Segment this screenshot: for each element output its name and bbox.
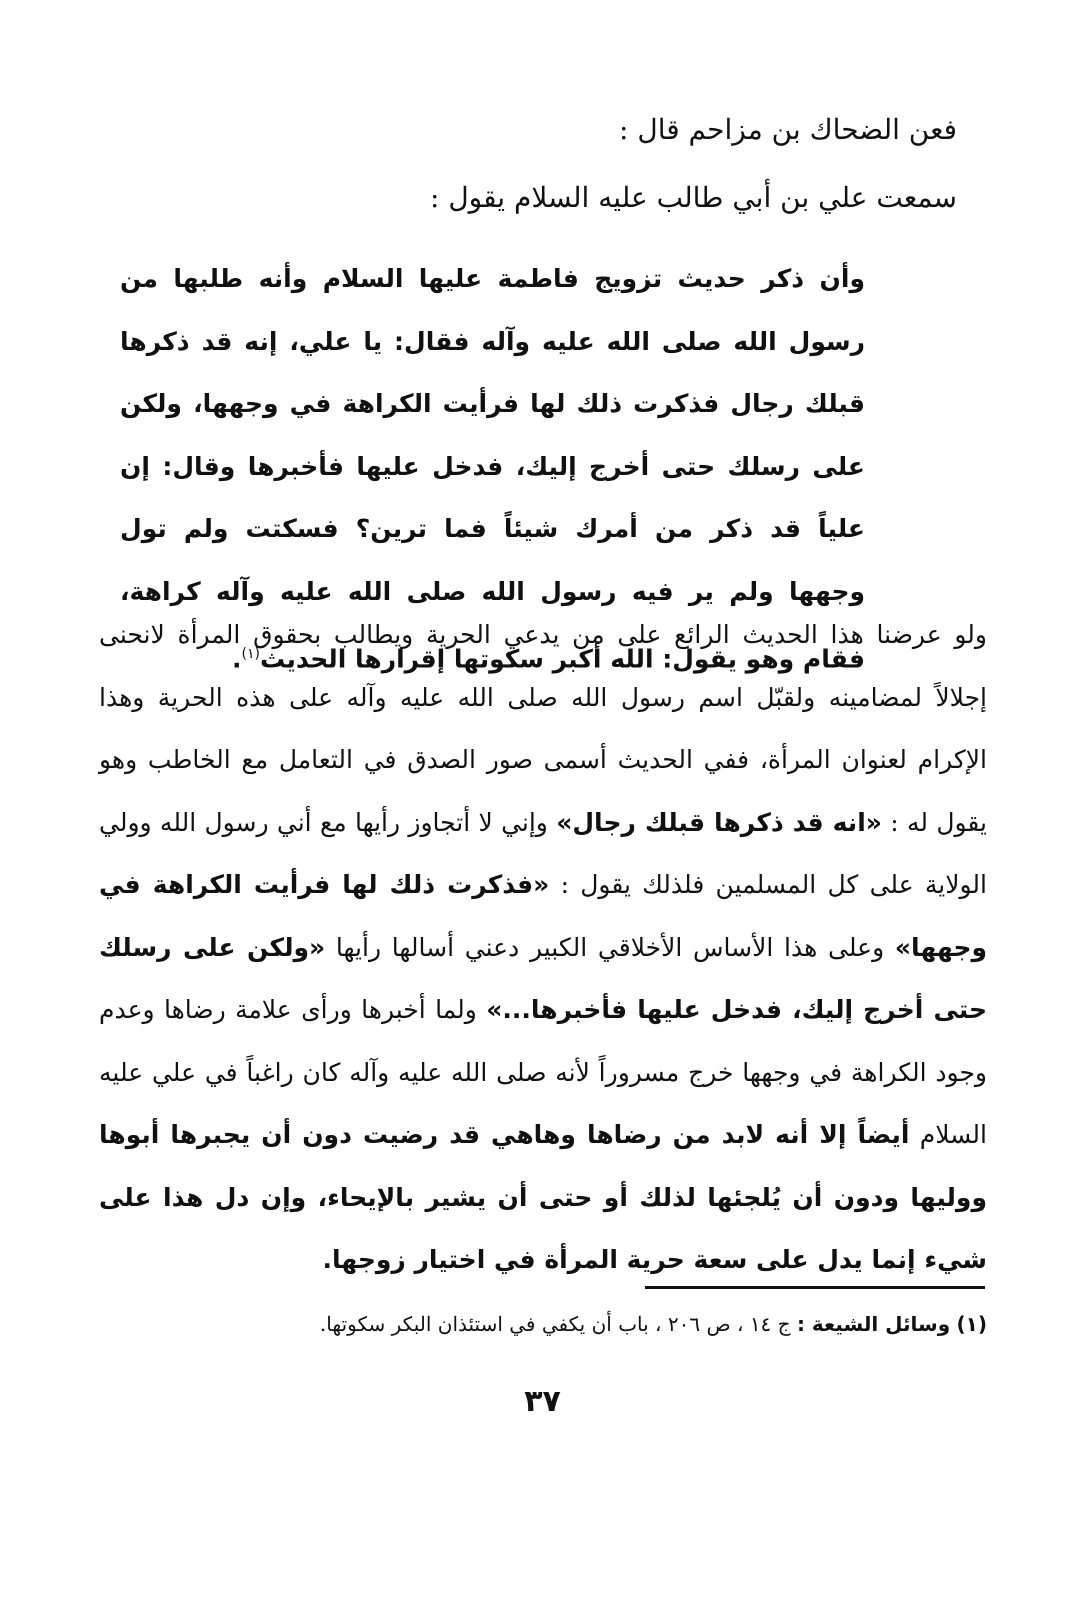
- commentary-sentence-3: وعلى هذا الأساس الأخلاقي الكبير دعني أسالها رأيها: [335, 932, 885, 962]
- commentary-paragraph: [99, 604, 987, 1292]
- commentary-sentence-2: وإني لا أتجاوز رأيها مع أني رسول الله وولي الولاية على كل المسلمين فلذلك يقول :: [99, 807, 987, 899]
- footnote: [97, 1308, 987, 1340]
- footnote-source: وسائل الشيعة :: [796, 1312, 951, 1336]
- commentary-conclusion: أيضاً إلا أنه لابد من رضاها وهاهي قد رضيت دون أن يجبرها أبوها ووليها ودون أن يُلجئها لذلك أو حتى أن يشير بالإيحاء، وإن دل هذا على شيء إنما يدل على سعة حرية المرأة في اختيار زوجها.: [99, 1120, 987, 1274]
- commentary-sentence-4: ولما أخبرها ورأى علامة رضاها وعدم وجود الكراهة في وجهها خرج مسروراً لأنه صلى الله عليه وآله كان راغباً في علي عليه السلام: [99, 995, 987, 1149]
- page-number: ٣٧: [524, 1384, 561, 1419]
- footnote-marker: (١): [956, 1312, 987, 1336]
- quoted-phrase-1: «انه قد ذكرها قبلك رجال»: [556, 807, 882, 837]
- intro-line-2: سمعت علي بن أبي طالب عليه السلام يقول :: [430, 181, 957, 214]
- hadith-text: وأن ذكر حديث تزويج فاطمة عليها السلام وأنه طلبها من رسول الله صلى الله عليه وآله فقال: يا علي، إنه قد ذكرها قبلك رجال فذكرت ذلك لها فرأيت الكراهة في وجهها، ولكن على رسلك حتى أخرج إليك، فدخل عليها فأخبرها وقال: إن علياً قد ذكر من أمرك شيئاً فما ترين؟ فسكتت ولم تول وجهها ولم ير فيه رسول الله صلى الله عليه وآله كراهة، فقام وهو يقول: الله أكبر سكوتها إقرارها الحديث: [120, 264, 865, 674]
- commentary-sentence-1: ولو عرضنا هذا الحديث الرائع على من يدعي الحرية ويطالب بحقوق المرأة لانحنى إجلالاً لمضامينه ولقبّل اسم رسول الله صلى الله عليه وآله على هذه الحرية وهذا الإكرام لعنوان المرأة، ففي الحديث أسمى صور الصدق في التعامل مع الخاطب وهو يقول له :: [99, 620, 988, 837]
- intro-line-1: فعن الضحاك بن مزاحم قال :: [619, 113, 957, 146]
- footnote-reference: (١): [241, 646, 260, 662]
- quoted-phrase-3: «ولكن على رسلك حتى أخرج إليك، فدخل عليها فأخبرها...»: [99, 932, 987, 1024]
- footnote-text: ج ١٤ ، ص ٢٠٦ ، باب أن يكفي في استئذان البكر سكوتها.: [319, 1312, 791, 1336]
- hadith-end: .: [232, 644, 242, 674]
- quoted-phrase-2: «فذكرت ذلك لها فرأيت الكراهة في وجهها»: [99, 870, 988, 962]
- footnote-divider: [645, 1286, 985, 1289]
